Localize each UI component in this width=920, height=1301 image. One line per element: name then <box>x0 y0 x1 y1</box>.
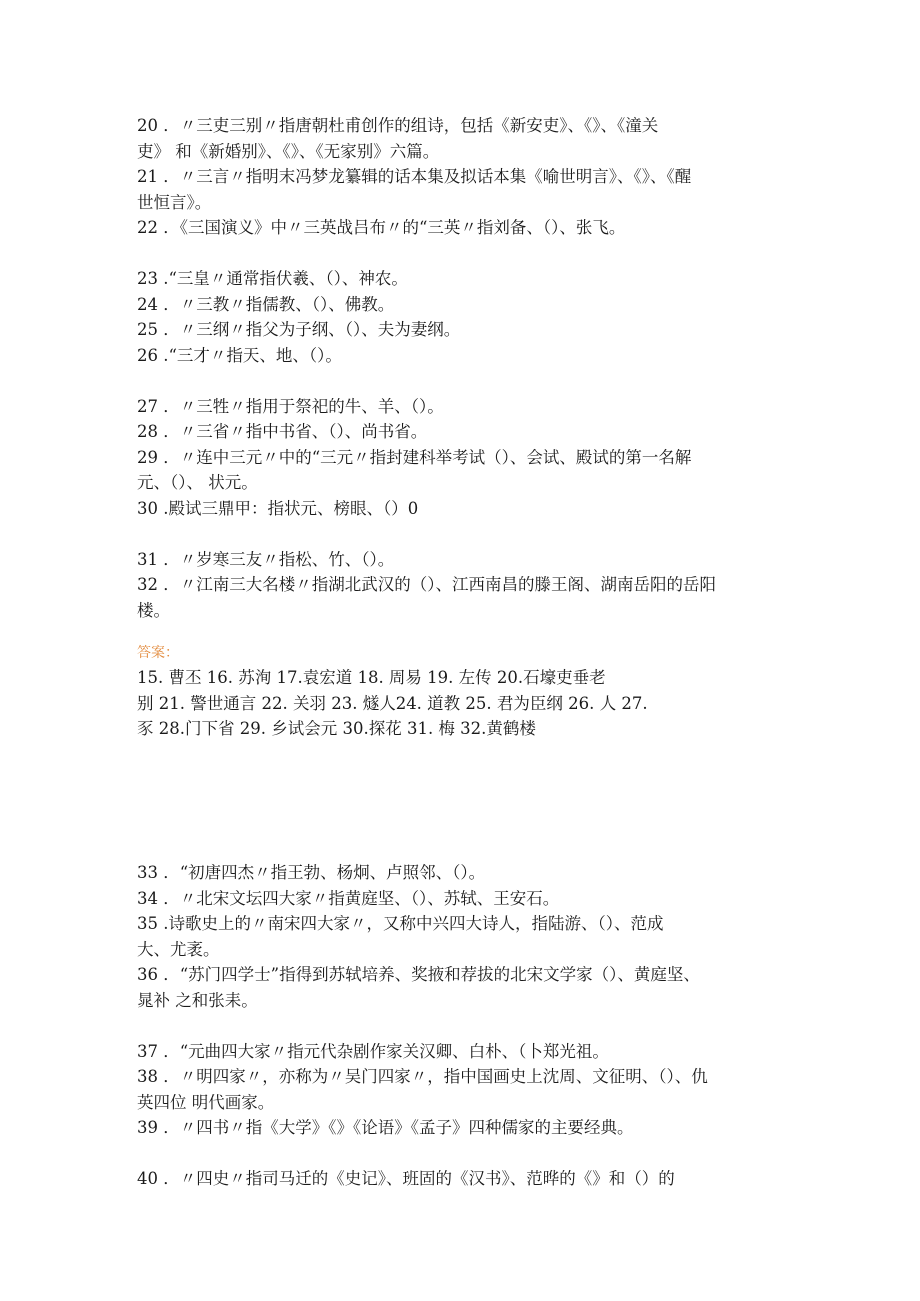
text-line: 楼。 <box>137 600 170 620</box>
text-line: 36 ．“苏门四学士”指得到苏轼培养、奖掖和荐拔的北宋文学家（）、黄庭坚、 <box>137 965 700 984</box>
text-line: 39 ．〃四书〃指《大学》《》《论语》《孟子》四种儒家的主要经典。 <box>137 1118 634 1137</box>
text-line: 38 ．〃明四家〃，亦称为〃吴门四家〃，指中国画史上沈周、文征明、（）、仇 <box>137 1067 708 1086</box>
text-line: 大、尤袤。 <box>137 939 220 959</box>
blank-line <box>137 1013 792 1039</box>
text-line: 20 ．〃三吏三别〃指唐朝杜甫创作的组诗，包括《新安吏》、《》、《潼关 <box>137 116 659 135</box>
answer-label: 答案： <box>137 645 179 661</box>
questions-33-40 <box>137 860 792 1192</box>
answer-line: 豕 28.门下省 29. 乡试会元 30.探花 31. 梅 32.黄鹤楼 <box>137 719 536 738</box>
text-line: 元、（）、 状元。 <box>137 473 258 492</box>
text-line: 25 ．〃三纲〃指父为子纲、（）、夫为妻纲。 <box>137 320 461 339</box>
text-line: 35 .诗歌史上的〃南宋四大家〃，又称中兴四大诗人，指陆游、（）、范成 <box>137 914 664 933</box>
text-line: 21 ．〃三言〃指明末冯梦龙纂辑的话本集及拟话本集《喻世明言》、《》、《醒 <box>137 167 692 186</box>
text-line: 33 ．“初唐四杰〃指王勃、杨炯、卢照邻、（）。 <box>137 863 486 882</box>
questions-20-32 <box>137 113 792 623</box>
answer-line: 别 21. 警世通言 22. 关羽 23. 燧人24. 道教 25. 君为臣纲 26. 人 27. <box>137 693 648 713</box>
blank-line <box>137 241 792 267</box>
text-line: 23 .“三皇〃通常指伏羲、（）、神农。 <box>137 269 408 288</box>
text-line: 27 ．〃三牲〃指用于祭祀的牛、羊、（）。 <box>137 396 444 416</box>
text-line: 29 ．〃连中三元〃中的“三元〃指封建科举考试（）、会试、殿试的第一名解 <box>137 447 692 467</box>
blank-line <box>137 1141 792 1167</box>
answer-key <box>137 641 792 742</box>
text-line: 26 .“三才〃指天、地、（）。 <box>137 345 342 365</box>
text-line: 吏》 和《新婚别》、《》、《无家别》六篇。 <box>137 141 440 161</box>
text-line: 22 ．《三国演义》中〃三英战吕布〃的“三英〃指刘备、（）、张飞。 <box>137 218 626 237</box>
blank-line <box>137 521 792 547</box>
text-line: 30 .殿试三鼎甲：指状元、榜眼、（）0 <box>137 498 419 518</box>
blank-line <box>137 368 792 394</box>
text-line: 晁补 之和张耒。 <box>137 990 258 1010</box>
text-line: 英四位 明代画家。 <box>137 1092 275 1112</box>
text-line: 28 ．〃三省〃指中书省、（）、尚书省。 <box>137 422 428 441</box>
text-line: 31 ．〃岁寒三友〃指松、竹、（）。 <box>137 549 395 569</box>
text-line: 32 ．〃江南三大名楼〃指湖北武汉的（）、江西南昌的滕王阁、湖南岳阳的岳阳 <box>137 575 716 594</box>
text-line: 34 ．〃北宋文坛四大家〃指黄庭坚、（）、苏轼、王安石。 <box>137 888 560 908</box>
text-line: 37 ．“元曲四大家〃指元代杂剧作家关汉卿、白朴、（卜郑光祖。 <box>137 1041 609 1061</box>
text-line: 40 ．〃四史〃指司马迁的《史记》、班固的《汉书》、范晔的《》和（）的 <box>137 1169 675 1188</box>
text-line: 世恒言》。 <box>137 192 212 212</box>
text-line: 24 ．〃三教〃指儒教、（）、佛教。 <box>137 294 395 314</box>
answer-line: 15. 曹丕 16. 苏洵 17.袁宏道 18. 周易 19. 左传 20.石壕吏垂老 <box>137 668 606 687</box>
